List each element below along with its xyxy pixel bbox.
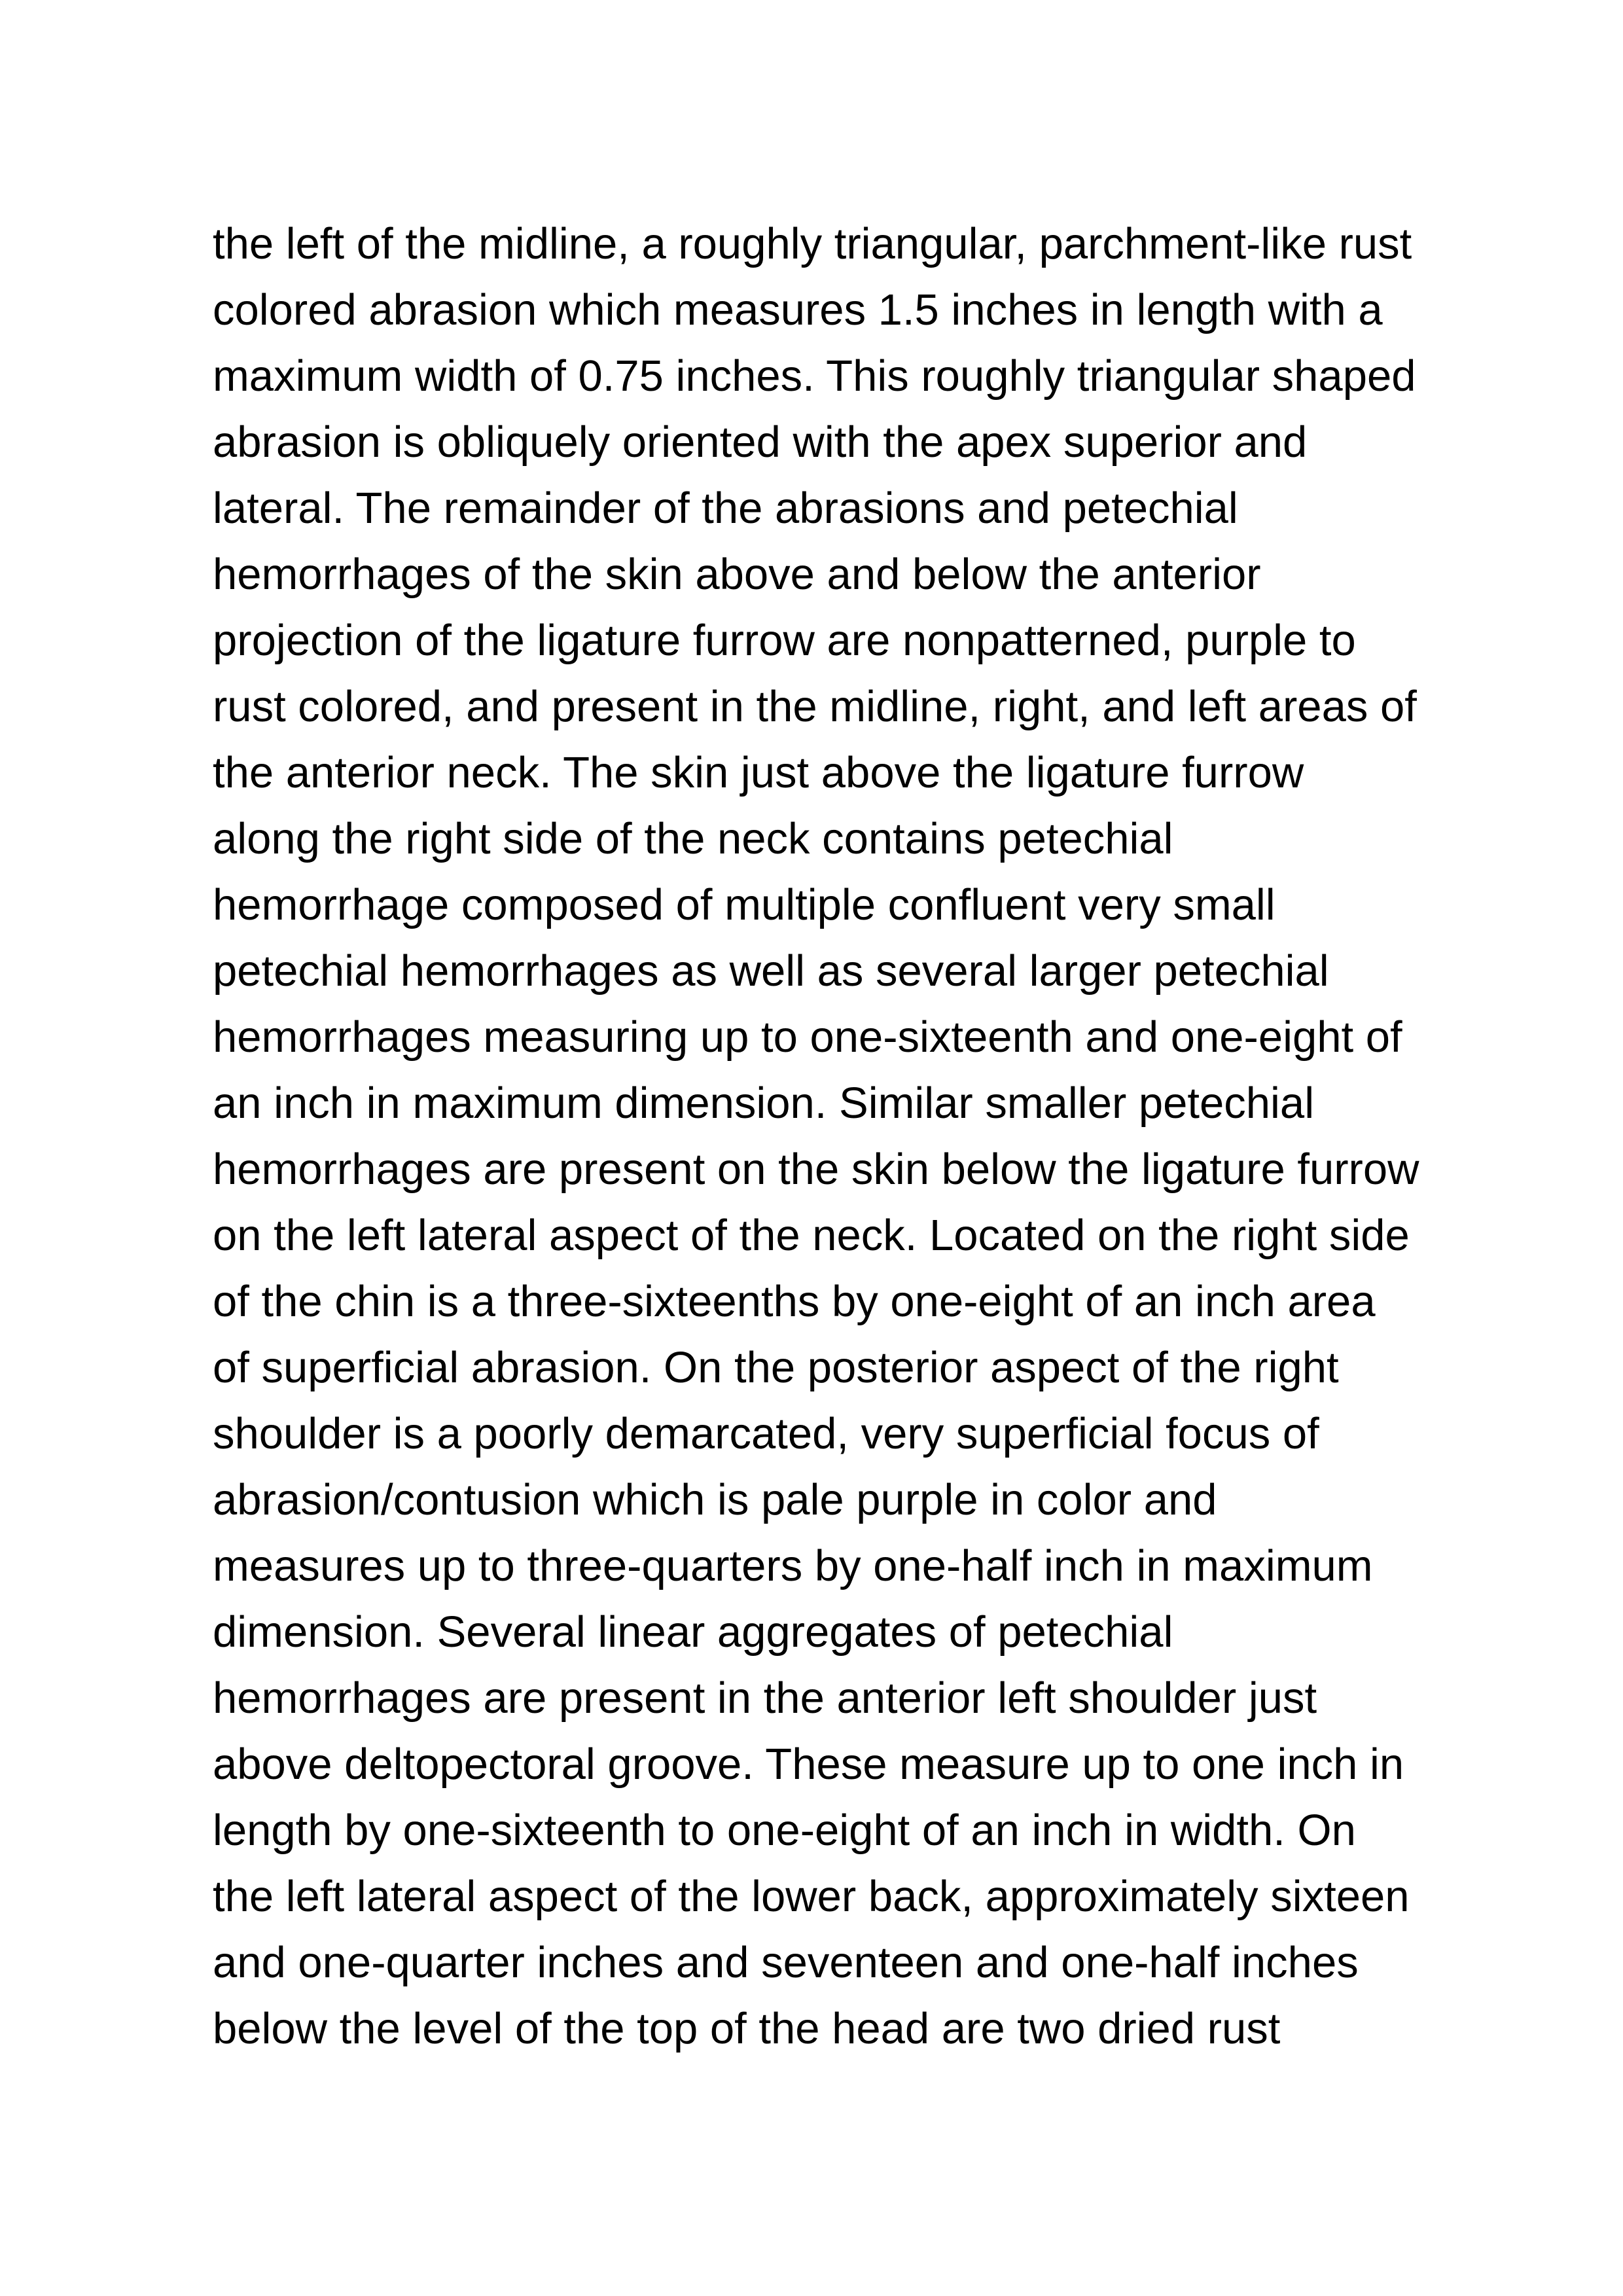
text-line: hemorrhages measuring up to one-sixteenth and one-eight of bbox=[213, 1013, 1402, 1062]
text-line: below the level of the top of the head are two dried rust bbox=[213, 2004, 1281, 2053]
text-line: projection of the ligature furrow are nonpatterned, purple to bbox=[213, 616, 1356, 665]
text-line: dimension. Several linear aggregates of petechial bbox=[213, 1607, 1173, 1657]
text-line: hemorrhages are present in the anterior left shoulder just bbox=[213, 1674, 1317, 1723]
text-line: measures up to three-quarters by one-half inch in maximum bbox=[213, 1541, 1373, 1590]
text-line: abrasion is obliquely oriented with the apex superior and bbox=[213, 418, 1308, 467]
text-line: an inch in maximum dimension. Similar smaller petechial bbox=[213, 1079, 1315, 1128]
text-line: the left of the midline, a roughly triangular, parchment-like rust bbox=[213, 219, 1412, 268]
text-line: and one-quarter inches and seventeen and one-half inches bbox=[213, 1938, 1359, 1987]
text-line: above deltopectoral groove. These measure up to one inch in bbox=[213, 1740, 1404, 1789]
text-line: colored abrasion which measures 1.5 inches in length with a bbox=[213, 285, 1383, 334]
text-line: of superficial abrasion. On the posterior aspect of the right bbox=[213, 1343, 1339, 1392]
text-line: rust colored, and present in the midline, right, and left areas of bbox=[213, 682, 1417, 731]
text-line: shoulder is a poorly demarcated, very superficial focus of bbox=[213, 1409, 1319, 1458]
text-line: abrasion/contusion which is pale purple in color and bbox=[213, 1475, 1217, 1524]
text-line: maximum width of 0.75 inches. This roughly triangular shaped bbox=[213, 351, 1416, 401]
text-line: the anterior neck. The skin just above the ligature furrow bbox=[213, 748, 1304, 797]
text-line: hemorrhages are present on the skin below the ligature furrow bbox=[213, 1145, 1419, 1194]
text-line: on the left lateral aspect of the neck. Located on the right side bbox=[213, 1211, 1410, 1260]
body-text bbox=[213, 211, 1495, 2062]
text-line: length by one-sixteenth to one-eight of an inch in width. On bbox=[213, 1806, 1356, 1855]
text-line: lateral. The remainder of the abrasions and petechial bbox=[213, 484, 1238, 533]
text-line: hemorrhages of the skin above and below the anterior bbox=[213, 550, 1261, 599]
text-line: the left lateral aspect of the lower back, approximately sixteen bbox=[213, 1872, 1410, 1921]
text-line: of the chin is a three-sixteenths by one-eight of an inch area bbox=[213, 1277, 1376, 1326]
text-line: along the right side of the neck contains petechial bbox=[213, 814, 1173, 863]
text-line: hemorrhage composed of multiple confluent very small bbox=[213, 880, 1275, 929]
text-line: petechial hemorrhages as well as several larger petechial bbox=[213, 946, 1329, 996]
